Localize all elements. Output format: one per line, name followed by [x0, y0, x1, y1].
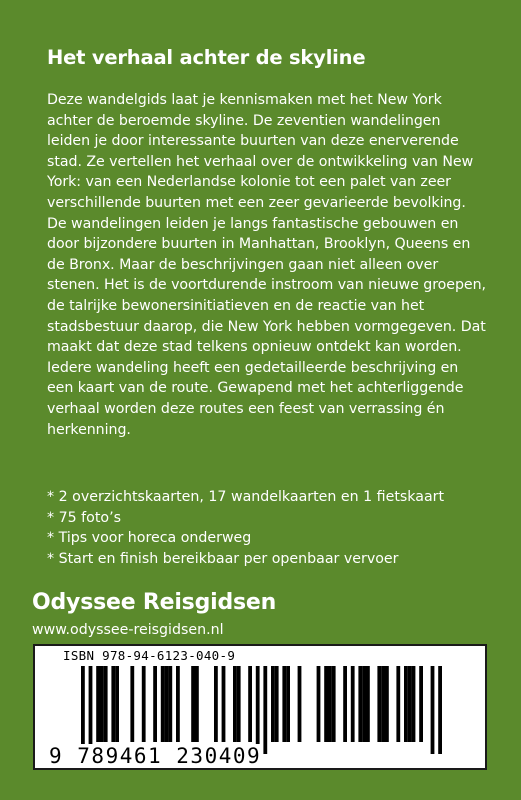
page-title: Het verhaal achter de skyline: [47, 46, 366, 69]
barcode-bar: [324, 666, 328, 742]
barcode-bar: [358, 666, 362, 742]
barcode-bar: [89, 666, 93, 754]
description-paragraph: Deze wandelgids laat je kennismaken met het New York achter de beroemde skyline. De zeventien wandelingen leiden je door interessante buurten van deze enerverende stad. Ze vertellen het verhaal over de ontwikkeling van New York: van een Nederlandse kolonie tot een palet van zeer verschillende buurten met een zeer gevarieerde bevolking.: [47, 92, 474, 211]
barcode-bar: [256, 666, 260, 754]
description: [47, 90, 487, 440]
barcode-bar: [282, 666, 286, 742]
barcode-bar: [408, 666, 412, 742]
barcode-bar: [100, 666, 104, 742]
barcode-bar: [142, 666, 146, 742]
barcode-bar: [332, 666, 336, 742]
barcode-bar: [351, 666, 355, 742]
barcode-bar: [233, 666, 237, 742]
barcode-bar: [362, 666, 366, 742]
barcode-bar: [377, 666, 381, 742]
publisher-website: www.odyssee-reisgidsen.nl: [32, 622, 224, 638]
barcode-bar: [168, 666, 172, 742]
barcode-bar: [165, 666, 169, 742]
ean-digits: 9 789461 230409: [49, 744, 262, 768]
barcode-bar: [271, 666, 275, 742]
feature-item: * 75 foto’s: [47, 509, 121, 526]
barcode-bar: [153, 666, 157, 742]
feature-item: * 2 overzichtskaarten, 17 wandelkaarten en 1 fietskaart: [47, 489, 445, 505]
barcode-bar: [381, 666, 385, 742]
publisher-name: Odyssee Reisgidsen: [32, 590, 277, 615]
barcode-bar: [104, 666, 108, 742]
barcode-bar: [191, 666, 195, 742]
barcode-bar: [81, 666, 85, 754]
barcode-bar: [130, 666, 134, 742]
barcode: [33, 644, 487, 770]
barcode-bar: [161, 666, 165, 742]
barcode-bar: [412, 666, 416, 742]
barcode-bar: [195, 666, 199, 742]
barcode-bar: [343, 666, 347, 742]
feature-item: * Tips voor horeca onderweg: [47, 530, 252, 547]
barcode-bar: [237, 666, 241, 742]
barcode-bar: [111, 666, 115, 742]
isbn-label: ISBN 978-94-6123-040-9: [63, 648, 236, 663]
description-paragraph: De wandelingen leiden je langs fantastische gebouwen en door bijzondere buurten in Manhattan, Brooklyn, Queens en de Bronx. Maar de beschrijvingen gaan niet alleen over stenen. Het is de voortdurende instroom van nieuwe groepen, de talrijke bewonersinitiatieven en de reactie van het stadsbestuur daarop, die New York hebben vormgegeven. Dat maakt dat deze stad telkens opnieuw ontdekt kan worden. Iedere wandeling heeft een gedetailleerde beschrijving en een kaart van de route. Gewapend met het achterliggende verhaal worden deze routes een feest van verrassing én herkenning.: [47, 215, 487, 438]
barcode-bar: [366, 666, 370, 742]
barcode-bar: [385, 666, 389, 742]
barcode-bar: [214, 666, 218, 742]
barcode-bar: [286, 666, 290, 742]
barcode-bar: [404, 666, 408, 742]
barcode-bar: [438, 666, 442, 754]
barcode-bar: [222, 666, 226, 742]
barcode-bar: [263, 666, 267, 754]
barcode-bar: [317, 666, 321, 742]
barcode-bar: [396, 666, 400, 742]
barcode-bar: [298, 666, 302, 742]
barcode-bar: [328, 666, 332, 742]
barcode-bar: [419, 666, 423, 742]
barcode-bar: [275, 666, 279, 742]
barcode-bar: [431, 666, 435, 754]
barcode-bar: [96, 666, 100, 742]
barcode-bar: [115, 666, 119, 742]
barcode-bar: [248, 666, 252, 742]
feature-list: [47, 487, 487, 569]
barcode-bar: [176, 666, 180, 742]
feature-item: * Start en finish bereikbaar per openbaar vervoer: [47, 550, 399, 567]
